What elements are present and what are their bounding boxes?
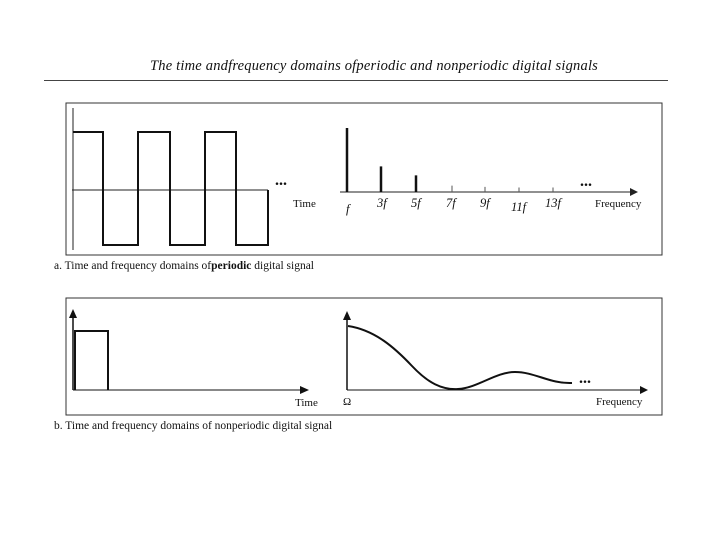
panel-b-frequency-label: Frequency <box>596 396 643 408</box>
page-title: The time andfrequency domains ofperiodic and nonperiodic digital signals <box>150 58 599 74</box>
panel-a-frequency-domain <box>340 128 642 216</box>
panel-b-frequency-domain <box>343 311 648 408</box>
panel-a <box>66 103 662 255</box>
harmonic-lines <box>347 128 553 192</box>
panel-b-time-domain <box>69 309 318 409</box>
panel-a-time-label: Time <box>293 198 316 210</box>
panel-a-frequency-label: Frequency <box>595 198 642 210</box>
panel-b-time-label: Time <box>295 397 318 409</box>
panel-b <box>66 298 662 415</box>
harmonic-label: 9f <box>480 196 490 210</box>
panel-a-frequency-arrowhead <box>630 188 638 196</box>
panel-a-caption-prefix: a. Time and frequency domains of <box>54 260 212 272</box>
harmonic-label: 7f <box>446 196 456 210</box>
harmonic-label: f <box>346 202 350 216</box>
harmonic-label: 5f <box>411 196 421 210</box>
panel-a-caption <box>54 260 314 272</box>
panel-b-time-arrowhead <box>300 386 309 394</box>
panel-a-time-domain <box>72 108 316 250</box>
panel-b-pulse <box>75 331 108 390</box>
harmonic-label: 3f <box>377 196 387 210</box>
panel-a-square-wave <box>73 132 268 245</box>
panel-a-caption-suffix: digital signal <box>251 260 314 272</box>
panel-a-time-ellipsis: ... <box>275 172 287 189</box>
harmonic-labels <box>346 196 563 216</box>
panel-a-frequency-ellipsis: ... <box>580 173 592 190</box>
panel-b-frequency-ellipsis: ... <box>579 370 591 387</box>
panel-b-frame <box>66 298 662 415</box>
harmonic-label: 13f <box>545 196 561 210</box>
panel-b-frequency-arrowhead <box>640 386 648 394</box>
panel-b-frequency-vertical-arrowhead <box>343 311 351 320</box>
panel-b-time-vertical-arrowhead <box>69 309 77 318</box>
panel-b-origin-label: Ω <box>343 396 352 408</box>
panel-b-caption: b. Time and frequency domains of nonperiodic digital signal <box>54 420 333 432</box>
panel-b-spectrum-curve <box>348 326 572 389</box>
panel-a-caption-bold: periodic <box>211 260 252 272</box>
panel-a-frame <box>66 103 662 255</box>
harmonic-label: 11f <box>511 200 527 214</box>
